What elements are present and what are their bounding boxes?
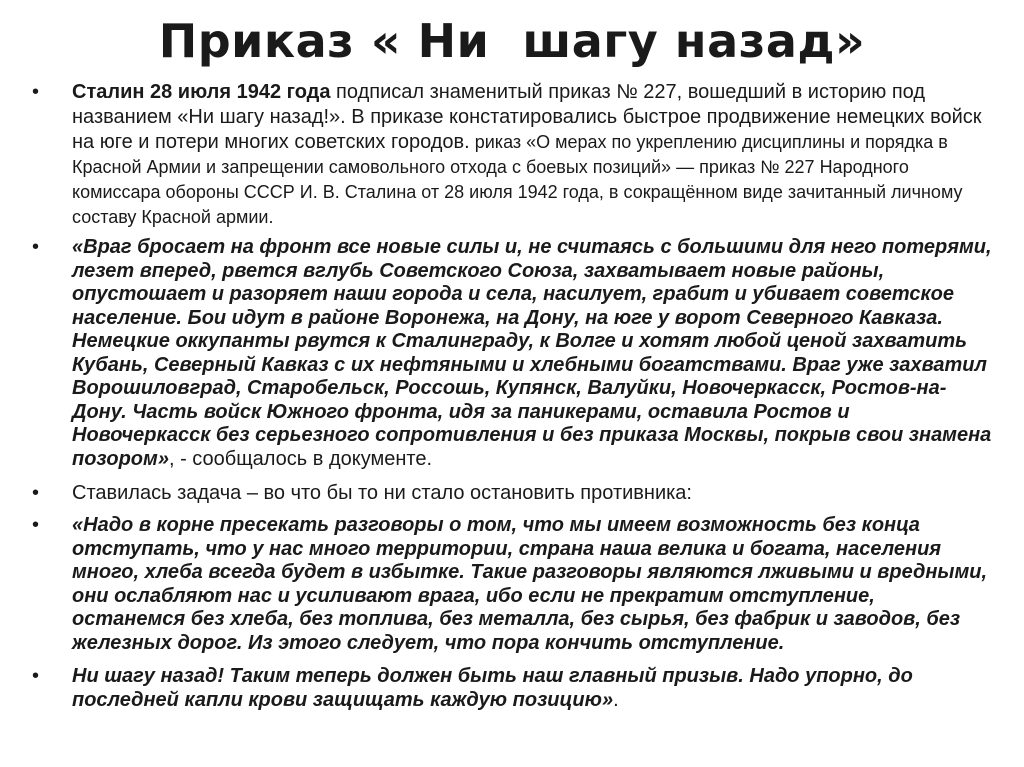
list-item [32, 236, 992, 471]
bullet-icon: • [32, 514, 40, 536]
list-item [32, 514, 992, 655]
bold-lead: Сталин 28 июля 1942 года [72, 81, 331, 103]
paragraph-small-text: риказ «О мерах по укреплению дисциплины и порядка в Красной Армии и запрещении самовольного отхода с боевых позиций» — приказ № 227 Народного комиссара обороны СССР И. В. Сталина от 28 июля 1942 года, в сокращённом виде зачитанный личному составу Красной армии. [72, 132, 963, 227]
paragraph-text: подписал знаменитый приказ № 227, вошедший в историю под названием «Ни шагу назад!». В приказе констатировались быстрое продвижение немецких войск на юге и потери многих советских городов. [72, 81, 982, 153]
bullet-list [32, 80, 992, 712]
bullet-icon: • [32, 81, 40, 103]
bullet-icon: • [32, 236, 40, 258]
list-item [32, 80, 992, 230]
quote-text: «Враг бросает на фронт все новые силы и, не считаясь с большими для него потерями, лезет вперед, рвется вглубь Советского Союза, захватывает новые районы, опустошает и разоряет наши города и села, насилует, грабит и убивает советское население. Бои идут в районе Воронежа, на Дону, на юге у ворот Северного Кавказа. Немецкие оккупанты рвутся к Сталинграду, к Волге и хотят любой ценой захватить Кубань, Северный Кавказ с их нефтяными и хлебными богатствами. Враг уже захватил Ворошиловград, Старобельск, Россошь, Купянск, Валуйки, Новочеркасск, Ростов-на-Дону. Часть войск Южного фронта, идя за паникерами, оставила Ростов и Новочеркасск без серьезного сопротивления и без приказа Москвы, покрыв свои знамена позором» [72, 236, 992, 470]
paragraph-text: Ставилась задача – во что бы то ни стало остановить противника: [72, 482, 692, 504]
quote-text: Ни шагу назад! Таким теперь должен быть наш главный призыв. Надо упорно, до последней капли крови защищать каждую позицию» [72, 665, 913, 711]
slide-title: Приказ « Ни шагу назад» [158, 14, 866, 68]
list-item [32, 481, 992, 505]
paragraph-text: . [613, 688, 619, 711]
paragraph-text: , - сообщалось в документе. [168, 447, 433, 470]
list-item [32, 665, 992, 712]
quote-text: «Надо в корне пресекать разговоры о том, что мы имеем возможность без конца отступать, что у нас много территории, страна наша велика и богата, населения много, хлеба всегда будет в избытке. Такие разговоры являются лживыми и вредными, они ослабляют нас и усиливают врага, ибо если не прекратим отступление, останемся без хлеба, без топлива, без металла, без сырья, без фабрик и заводов, без железных дорог. Из этого следует, что пора кончить отступление. [72, 514, 988, 654]
bullet-icon: • [32, 665, 40, 687]
bullet-icon: • [32, 482, 40, 504]
